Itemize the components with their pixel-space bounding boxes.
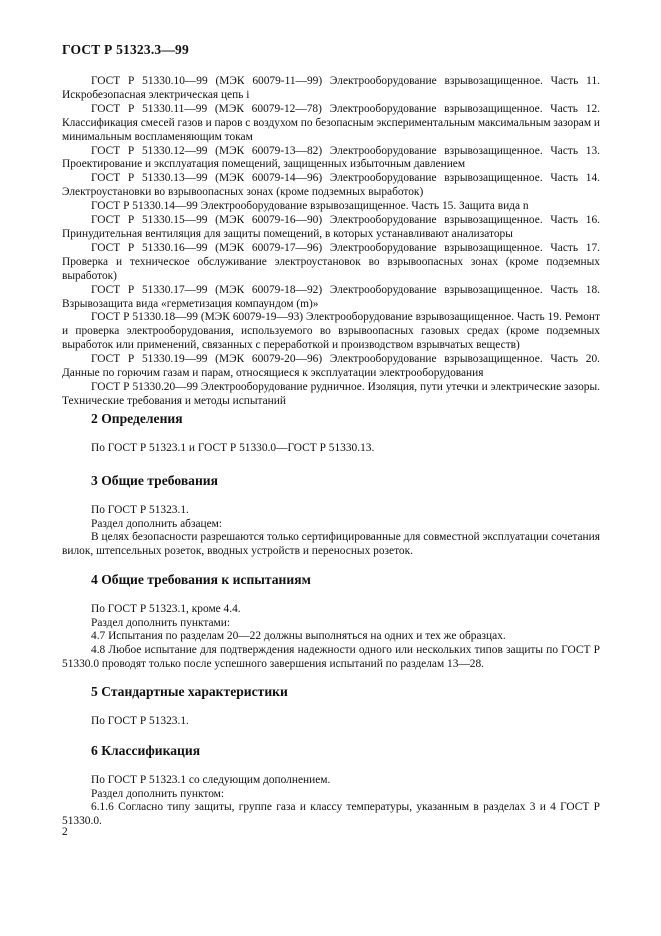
section-general-requirements [62, 473, 600, 559]
section-heading: 5 Стандартные характеристики [91, 684, 288, 699]
page-number: 2 [62, 826, 68, 838]
document-header: ГОСТ Р 51323.3—99 [62, 42, 189, 57]
reference-item: ГОСТ Р 51330.13—99 (МЭК 60079-14—96) Электрооборудование взрывозащищенное. Часть 14. Электроустановки во взрывоопасных зонах (кроме подземных выработок) [62, 172, 600, 199]
section-heading: 4 Общие требования к испытаниям [91, 572, 311, 587]
reference-item: ГОСТ Р 51330.17—99 (МЭК 60079-18—92) Электрооборудование взрывозащищенное. Часть 18. Взрывозащита вида «герметизация компаундом (m)» [62, 283, 600, 310]
reference-item: ГОСТ Р 51330.19—99 (МЭК 60079-20—96) Электрооборудование взрывозащищенное. Часть 20. Данные по горючим газам и парам, относящиеся к эксплуатации электрооборудования [62, 353, 600, 380]
section-heading: 2 Определения [91, 411, 183, 426]
reference-item: ГОСТ Р 51330.15—99 (МЭК 60079-16—90) Электрооборудование взрывозащищенное. Часть 16. Принудительная вентиляция для защиты помещений, в которых устанавливают анализаторы [62, 214, 600, 240]
section-paragraph: По ГОСТ Р 51323.1. [91, 504, 189, 516]
normative-references [62, 75, 600, 409]
section-paragraph: 6.1.6 Согласно типу защиты, группе газа и классу температуры, указанным в разделах 3 и 4 ГОСТ Р 51330.0. [62, 801, 600, 828]
section-heading: 3 Общие требования [91, 473, 218, 488]
reference-item: ГОСТ Р 51330.14—99 Электрооборудование взрывозащищенное. Часть 15. Защита вида n [91, 200, 529, 213]
section-definitions [62, 411, 600, 456]
section-standard-characteristics [62, 684, 600, 729]
reference-item: ГОСТ Р 51330.11—99 (МЭК 60079-12—78) Электрооборудование взрывозащищенное. Часть 12. Классификация смесей газов и паров с воздухом по безопасным экспериментальным максимальным зазорам и минимальным воспламеняющим токам [62, 102, 601, 143]
section-paragraph: По ГОСТ Р 51323.1. [91, 715, 189, 727]
section-test-requirements [62, 572, 600, 672]
section-paragraph: По ГОСТ Р 51323.1 и ГОСТ Р 51330.0—ГОСТ Р 51330.13. [91, 442, 375, 454]
reference-item: ГОСТ Р 51330.12—99 (МЭК 60079-13—82) Электрооборудование взрывозащищенное. Часть 13. Проектирование и эксплуатация помещений, защищенных избыточным давлением [62, 144, 600, 171]
section-paragraph: 4.7 Испытания по разделам 20—22 должны выполняться на одних и тех же образцах. [91, 630, 506, 643]
section-paragraph: По ГОСТ Р 51323.1 со следующим дополнением. [91, 774, 331, 786]
section-paragraph: Раздел дополнить пунктами: [91, 616, 231, 629]
reference-item: ГОСТ Р 51330.16—99 (МЭК 60079-17—96) Электрооборудование взрывозащищенное. Часть 17. Проверка и техническое обслуживание электроустановок во взрывоопасных зонах (кроме подземных выработок) [62, 241, 600, 282]
reference-item: ГОСТ Р 51330.18—99 (МЭК 60079-19—93) Электрооборудование взрывозащищенное. Часть 19. Ремонт и проверка электрооборудования, используемого во взрывоопасных газовых средах (кроме подземных выработок или применений, связанных с переработкой и производством взрывчатых веществ) [62, 311, 600, 352]
section-paragraph: В целях безопасности разрешаются только сертифицированные для совместной эксплуатации сочетания вилок, штепсельных розеток, вводных устройств и переносных розеток. [62, 531, 600, 558]
section-paragraph: Раздел дополнить абзацем: [91, 517, 223, 530]
section-heading: 6 Классификация [91, 743, 201, 758]
section-paragraph: Раздел дополнить пунктом: [91, 787, 225, 800]
section-paragraph: По ГОСТ Р 51323.1, кроме 4.4. [91, 603, 241, 615]
reference-item: ГОСТ Р 51330.20—99 Электрооборудование рудничное. Изоляция, пути утечки и электрические зазоры. Технические требования и методы испытаний [62, 380, 600, 407]
reference-item: ГОСТ Р 51330.10—99 (МЭК 60079-11—99) Электрооборудование взрывозащищенное. Часть 11. Искробезопасная электрическая цепь i [62, 75, 600, 101]
section-paragraph: 4.8 Любое испытание для подтверждения надежности одного или нескольких типов защиты по ГОСТ Р 51330.0 проводят только после успешного завершения испытаний по разделам 13—28. [62, 644, 600, 670]
section-classification [62, 743, 600, 829]
